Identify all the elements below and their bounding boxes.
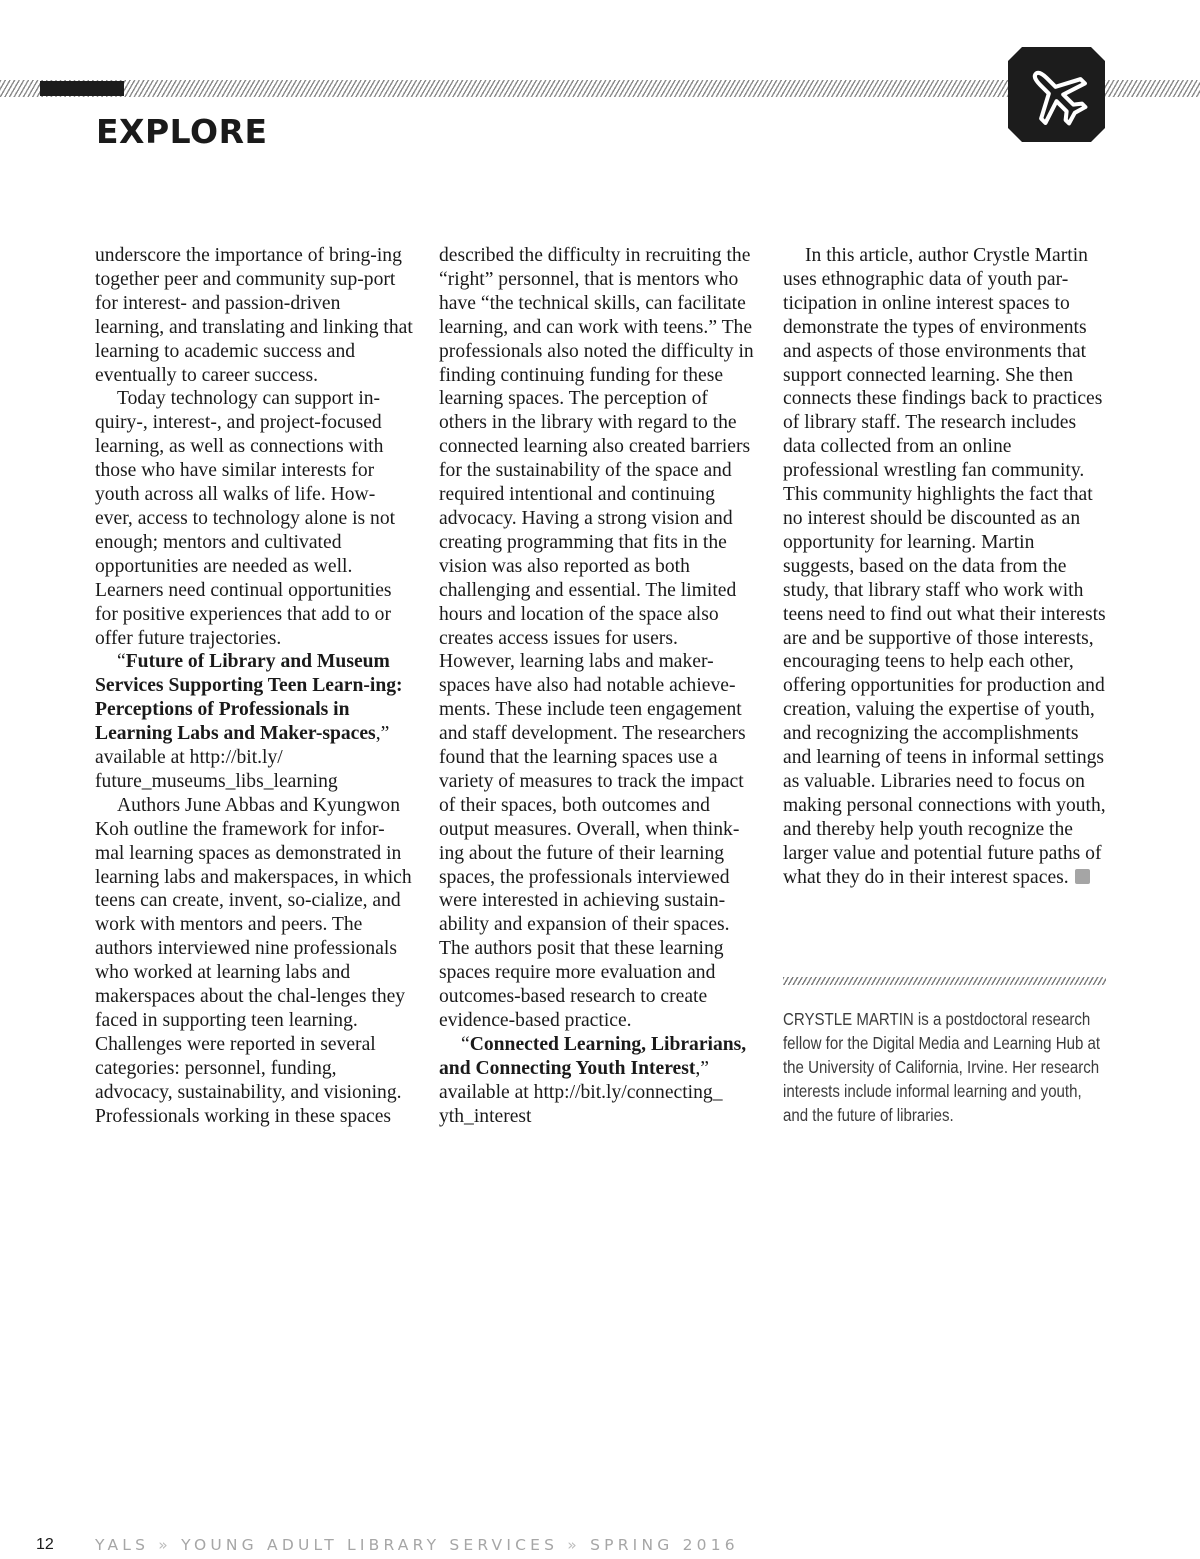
citation-open-quote: “	[461, 1033, 470, 1055]
text-column-2	[439, 244, 757, 1129]
footer-publication-full: YOUNG ADULT LIBRARY SERVICES	[181, 1536, 559, 1554]
end-of-article-mark	[1075, 869, 1090, 884]
paragraph	[783, 244, 1107, 889]
resource-title: Connected Learning, Librarians, and Connecting Youth Interest	[439, 1033, 747, 1079]
paragraph: underscore the importance of bring-ing together peer and community sup-port for interest- and passion-driven learning, and translating and linking that learning to academic success and eventually to career success.	[95, 245, 413, 386]
author-bio	[783, 1008, 1108, 1128]
footer-issue: SPRING 2016	[590, 1536, 739, 1554]
running-footer	[95, 1536, 739, 1554]
paragraph: described the difficulty in recruiting the “right” personnel, that is mentors who have “the technical skills, can facilitate learning, and can work with teens.” The professionals also noted the difficulty in finding continuing funding for these learning spaces. The perception of others in the library with regard to the connected learning also created barriers for the sustainability of the space and required intentional and continuing advocacy. Having a strong vision and creating programming that fits in the vision was also reported as both challenging and essential. The limited hours and location of the space also creates access issues for users. However, learning labs and maker-spaces have also had notable achieve-ments. These include teen engagement and staff development. The researchers found that the learning spaces use a variety of measures to track the impact of their spaces, both outcomes and output measures. Overall, when think-ing about the future of their learning spaces, the professionals interviewed were interested in achieving sustain-ability and expansion of their spaces. The authors posit that these learning spaces require more evaluation and outcomes-based research to create evidence-based practice.	[439, 245, 754, 1031]
paragraph: Authors June Abbas and Kyungwon Koh outline the framework for infor-mal learning spaces as demonstrated in learning labs and makerspaces, in which teens can create, invent, so-cialize, and work with mentors and peers. The authors interviewed nine professionals who worked at learning labs and makerspaces about the chal-lenges they faced in supporting teen learning. Challenges were reported in several categories: personnel, funding, advocacy, sustainability, and visioning. Professionals working in these spaces	[95, 794, 412, 1127]
resource-title: Future of Library and Museum Services Supporting Teen Learn-ing: Perceptions of Professionals in Learning Labs and Maker-spaces	[95, 651, 403, 745]
author-bio-text: is a postdoctoral research fellow for the Digital Media and Learning Hub at the University of California, Irvine. Her research interests include informal learning and youth, and the future of libraries.	[783, 1009, 1101, 1125]
resource-citation	[439, 1033, 757, 1129]
footer-separator: »	[567, 1536, 581, 1554]
resource-link-text: ,” available at http://bit.ly/ future_museums_libs_learning	[95, 723, 390, 792]
footer-separator: »	[158, 1536, 172, 1554]
author-name: CRYSTLE MARTIN	[783, 1009, 914, 1029]
bio-divider	[783, 977, 1106, 985]
text-column-3	[783, 244, 1107, 889]
citation-open-quote: “	[117, 651, 126, 673]
explore-badge	[1008, 47, 1105, 142]
paragraph: Today technology can support in-quiry-, interest-, and project-focused learning, as well as connections with those who have similar interests for youth across all walks of life. How-ever, access to technology alone is not enough; mentors and cultivated opportunities are needed as well. Learners need continual opportunities for positive experiences that add to or offer future trajectories.	[95, 388, 396, 649]
paragraph-text: In this article, author Crystle Martin uses ethnographic data of youth par-ticipation in online interest spaces to demonstrate the types of environments and aspects of those environments that support connected learning. She then connects these findings back to practices of library staff. The research includes data collected from an online professional wrestling fan community. This community highlights the fact that no interest should be discounted as an opportunity for learning. Martin suggests, based on the data from the study, that library staff who work with teens need to find out what their interests are and be supportive of those interests, encouraging teens to help each other, offering opportunities for production and creation, valuing the expertise of youth, and recognizing the accomplishments and learning of teens in informal settings as valuable. Libraries need to focus on making personal connections with youth, and thereby help youth recognize the larger value and potential future paths of what they do in their interest spaces.	[783, 245, 1106, 888]
section-title: EXPLORE	[96, 112, 268, 151]
resource-citation	[95, 650, 413, 793]
resource-link-text: ,” available at http://bit.ly/connecting_ yth_interest	[439, 1057, 723, 1127]
footer-publication-short: YALS	[95, 1536, 150, 1554]
airplane-icon	[1023, 61, 1091, 129]
header-black-bar	[40, 81, 124, 96]
page-number: 12	[36, 1536, 54, 1553]
text-column-1	[95, 244, 413, 1129]
